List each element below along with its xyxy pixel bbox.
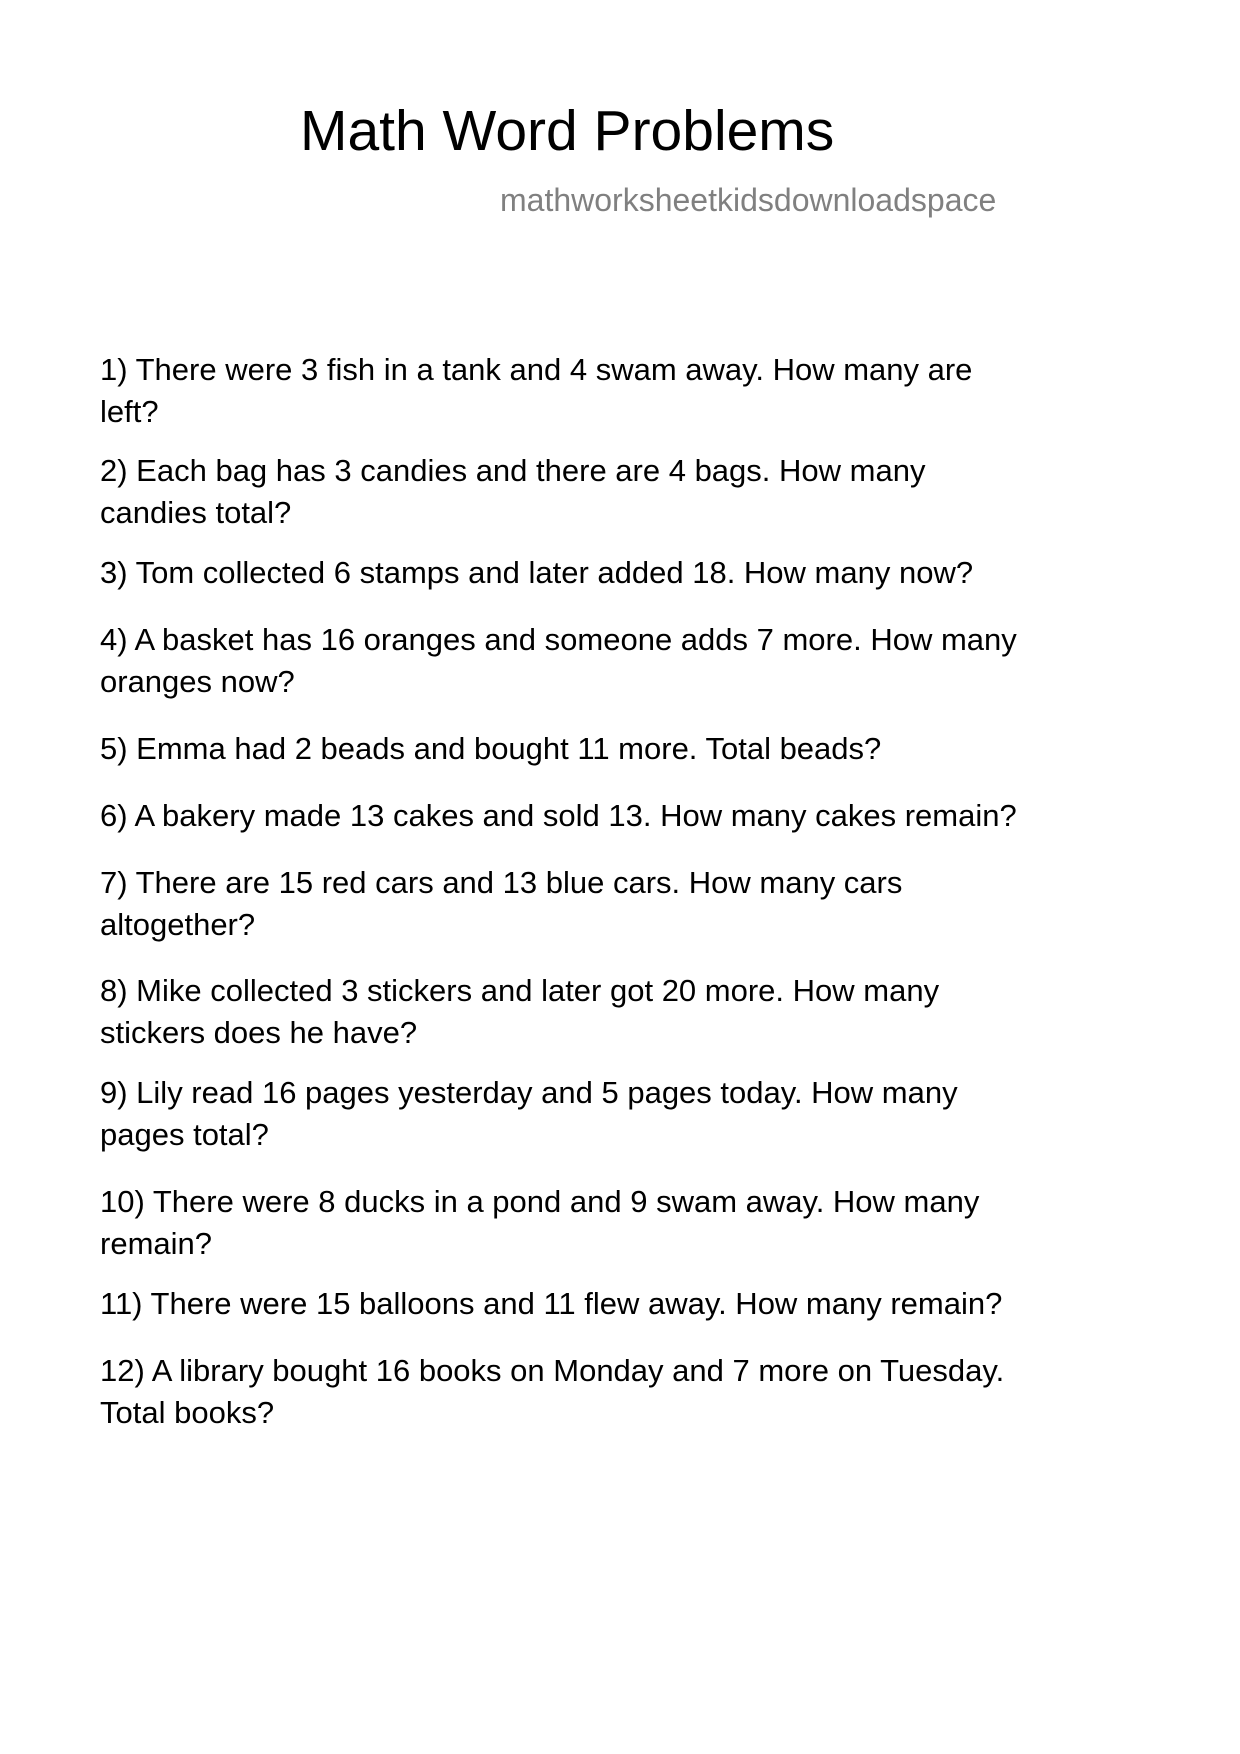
problem-item [100, 1181, 979, 1265]
problem-line: 6) A bakery made 13 cakes and sold 13. How many cakes remain? [100, 798, 1017, 833]
problem-item [100, 552, 973, 594]
problem-item [100, 795, 1017, 837]
problem-item [100, 619, 1017, 703]
problem-line: 10) There were 8 ducks in a pond and 9 swam away. How many [100, 1184, 980, 1219]
problem-line: 9) Lily read 16 pages yesterday and 5 pages today. How many [100, 1075, 958, 1110]
problem-line: candies total? [100, 495, 292, 530]
problem-line: left? [100, 394, 159, 429]
problem-item [100, 1283, 1002, 1325]
problem-line: 8) Mike collected 3 stickers and later got 20 more. How many [100, 973, 940, 1008]
problem-line: pages total? [100, 1117, 269, 1152]
problem-line: 4) A basket has 16 oranges and someone adds 7 more. How many [100, 622, 1017, 657]
site-watermark-text: mathworksheetkidsdownloadspace [500, 182, 997, 218]
problem-line: remain? [100, 1226, 212, 1261]
problem-item [100, 1350, 1004, 1434]
problem-line: 12) A library bought 16 books on Monday and 7 more on Tuesday. [100, 1353, 1005, 1388]
problem-line: 3) Tom collected 6 stamps and later added 18. How many now? [100, 555, 974, 590]
problem-line: 2) Each bag has 3 candies and there are 4 bags. How many [100, 453, 926, 488]
page-title: Math Word Problems [300, 99, 835, 163]
problem-item [100, 970, 939, 1054]
problem-item [100, 349, 972, 433]
problem-line: 5) Emma had 2 beads and bought 11 more. Total beads? [100, 731, 882, 766]
problem-line: Total books? [100, 1395, 275, 1430]
problem-line: 1) There were 3 fish in a tank and 4 swam away. How many are [100, 352, 973, 387]
problem-item [100, 450, 925, 534]
problem-line: stickers does he have? [100, 1015, 418, 1050]
problem-item [100, 1072, 958, 1156]
problem-line: 11) There were 15 balloons and 11 flew away. How many remain? [100, 1286, 1003, 1321]
problem-item [100, 728, 881, 770]
problem-line: 7) There are 15 red cars and 13 blue cars. How many cars [100, 865, 903, 900]
problem-line: oranges now? [100, 664, 295, 699]
problem-item [100, 862, 902, 946]
problem-line: altogether? [100, 907, 256, 942]
